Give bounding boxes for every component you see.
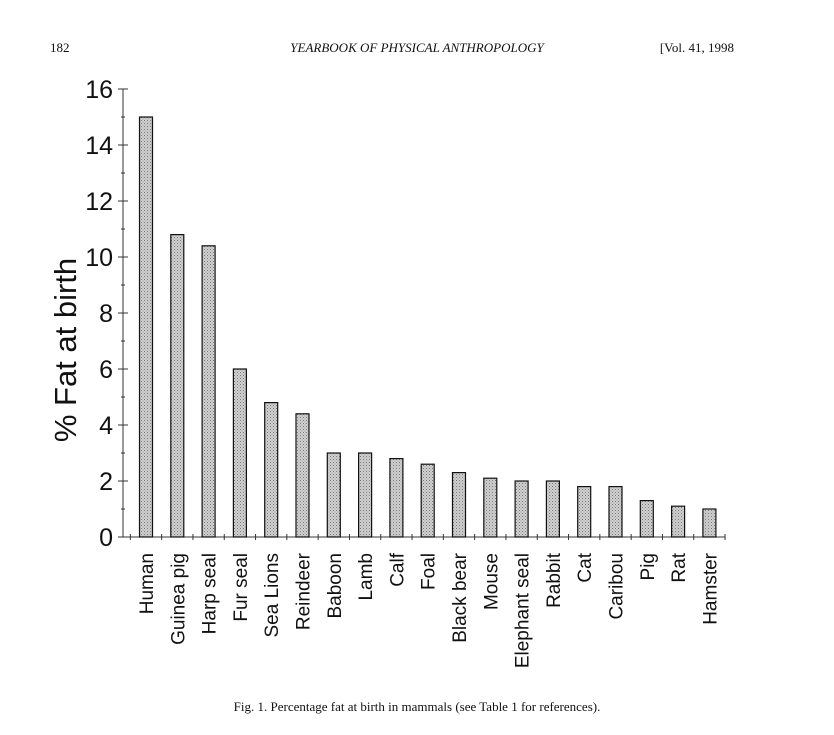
- x-tick-label: Rabbit: [543, 553, 565, 608]
- x-tick-label: Fur seal: [230, 553, 252, 622]
- y-tick-label: 0: [99, 524, 113, 552]
- bar: [609, 487, 622, 537]
- x-tick-label: Baboon: [324, 553, 346, 619]
- y-tick-label: 10: [85, 244, 113, 272]
- x-tick-label: Mouse: [481, 553, 503, 611]
- y-tick-label: 16: [85, 76, 113, 104]
- y-axis-title: % Fat at birth: [48, 257, 83, 443]
- y-tick-label: 2: [99, 468, 113, 496]
- x-tick-label: Elephant seal: [512, 553, 534, 669]
- y-tick-label: 14: [85, 132, 113, 160]
- y-tick-label: 8: [99, 300, 113, 328]
- y-tick-label: 6: [99, 356, 113, 384]
- bar: [359, 453, 372, 537]
- journal-title: YEARBOOK OF PHYSICAL ANTHROPOLOGY: [290, 40, 544, 55]
- bar: [640, 501, 653, 537]
- bar: [484, 478, 497, 537]
- x-tick-label: Caribou: [606, 553, 628, 620]
- bar: [703, 509, 716, 537]
- bar: [453, 473, 466, 537]
- bars: [140, 117, 716, 537]
- bar: [171, 235, 184, 537]
- bar: [515, 481, 528, 537]
- bar: [265, 403, 278, 537]
- bar: [296, 414, 309, 537]
- bar: [578, 487, 591, 537]
- bar: [546, 481, 559, 537]
- page-number: 182: [50, 40, 70, 55]
- bar: [327, 453, 340, 537]
- x-tick-label: Rat: [669, 553, 691, 583]
- category-labels: [137, 552, 721, 668]
- figure-caption: Fig. 1. Percentage fat at birth in mammals (see Table 1 for references).: [233, 699, 601, 714]
- y-axis: [85, 76, 128, 552]
- x-tick-label: Black bear: [450, 553, 471, 643]
- y-tick-label: 4: [99, 412, 113, 440]
- x-tick-label: Foal: [418, 553, 440, 590]
- x-tick-label: Pig: [637, 553, 659, 581]
- x-tick-label: Lamb: [356, 553, 378, 601]
- x-tick-label: Human: [137, 553, 158, 615]
- x-tick-label: Calf: [387, 553, 409, 587]
- bar: [233, 369, 246, 537]
- x-tick-label: Sea Lions: [262, 553, 284, 638]
- bar: [390, 459, 403, 537]
- bar: [202, 246, 215, 537]
- volume-info: [Vol. 41, 1998: [659, 40, 734, 55]
- x-tick-label: Cat: [575, 553, 597, 583]
- y-tick-label: 12: [85, 188, 113, 216]
- bar: [140, 117, 153, 537]
- x-tick-label: Harp seal: [199, 553, 221, 635]
- x-tick-label: Guinea pig: [168, 553, 190, 645]
- x-tick-label: Reindeer: [293, 553, 315, 631]
- bar: [421, 464, 434, 537]
- x-tick-label: Hamster: [700, 553, 722, 625]
- bar: [672, 506, 685, 537]
